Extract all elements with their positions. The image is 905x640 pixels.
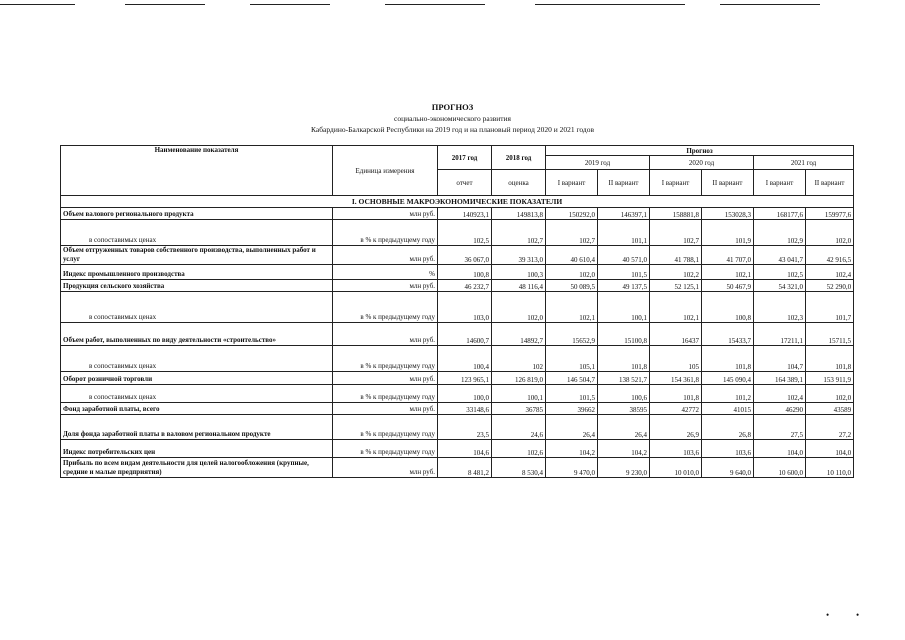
row-unit: млн руб. (333, 280, 438, 292)
row-value: 102,4 (754, 385, 806, 403)
row-value: 100,1 (492, 385, 546, 403)
header-unit: Единица измерения (333, 146, 438, 196)
row-value: 145 090,4 (702, 372, 754, 385)
row-name: Продукция сельского хозяйства (61, 280, 333, 292)
row-value: 146397,1 (598, 208, 650, 220)
row-value: 154 361,8 (650, 372, 702, 385)
scan-mark: • (856, 610, 860, 620)
row-unit: млн руб. (333, 372, 438, 385)
row-unit: в % к предыдущему году (333, 385, 438, 403)
row-value: 149813,8 (492, 208, 546, 220)
row-value: 10 110,0 (806, 458, 854, 478)
row-value: 50 089,5 (546, 280, 598, 292)
row-value: 38595 (598, 403, 650, 415)
table-row (61, 415, 854, 440)
row-name: Индекс потребительских цен (61, 440, 333, 458)
row-unit: % (333, 265, 438, 280)
row-value: 101,8 (598, 346, 650, 372)
table-row (61, 385, 854, 403)
row-unit: в % к предыдущему году (333, 415, 438, 440)
header-variant: II вариант (702, 170, 754, 196)
row-value: 50 467,9 (702, 280, 754, 292)
header-year-2021: 2021 год (754, 156, 854, 170)
row-value: 100,1 (598, 292, 650, 323)
table-row (61, 246, 854, 265)
row-value: 40 571,0 (598, 246, 650, 265)
row-unit: млн руб. (333, 246, 438, 265)
forecast-table (60, 145, 854, 478)
row-value: 100,8 (438, 265, 492, 280)
row-value: 104,7 (754, 346, 806, 372)
row-unit: в % к предыдущему году (333, 220, 438, 246)
table-row (61, 265, 854, 280)
row-value: 10 010,0 (650, 458, 702, 478)
row-value: 102,0 (806, 220, 854, 246)
row-value: 46 232,7 (438, 280, 492, 292)
row-value: 43589 (806, 403, 854, 415)
row-value: 8 481,2 (438, 458, 492, 478)
row-value: 102,9 (754, 220, 806, 246)
row-value: 14600,7 (438, 323, 492, 346)
row-value: 100,0 (438, 385, 492, 403)
row-unit: в % к предыдущему году (333, 440, 438, 458)
row-value: 100,6 (598, 385, 650, 403)
row-value: 9 640,0 (702, 458, 754, 478)
row-unit: млн руб. (333, 403, 438, 415)
row-value: 102,7 (546, 220, 598, 246)
row-value: 103,6 (650, 440, 702, 458)
row-value: 101,5 (598, 265, 650, 280)
header-variant: II вариант (806, 170, 854, 196)
row-value: 17211,1 (754, 323, 806, 346)
row-value: 15433,7 (702, 323, 754, 346)
row-value: 42 916,5 (806, 246, 854, 265)
row-name: Прибыль по всем видам деятельности для целей налогообложения (крупные, средние и малые предприятия) (61, 458, 333, 478)
header-forecast: Прогноз (546, 146, 854, 156)
document-title: ПРОГНОЗ (431, 102, 474, 112)
row-name: Фонд заработной платы, всего (61, 403, 333, 415)
row-unit: млн руб. (333, 458, 438, 478)
row-value: 15100,8 (598, 323, 650, 346)
table-body (61, 208, 854, 478)
row-value: 100,4 (438, 346, 492, 372)
table-row (61, 403, 854, 415)
scan-line (720, 4, 820, 5)
row-value: 10 600,0 (754, 458, 806, 478)
document-subtitle-region: Кабардино-Балкарской Республики на 2019 год и на плановый период 2020 и 2021 годов (310, 125, 595, 134)
row-value: 26,8 (702, 415, 754, 440)
row-value: 102,0 (492, 292, 546, 323)
row-value: 126 819,0 (492, 372, 546, 385)
header-year-2019: 2019 год (546, 156, 650, 170)
row-value: 153028,3 (702, 208, 754, 220)
row-value: 104,6 (438, 440, 492, 458)
row-value: 101,5 (546, 385, 598, 403)
row-value: 102,6 (492, 440, 546, 458)
table-row (61, 292, 854, 323)
row-value: 8 530,4 (492, 458, 546, 478)
row-value: 100,8 (702, 292, 754, 323)
row-value: 26,9 (650, 415, 702, 440)
row-value: 26,4 (598, 415, 650, 440)
row-value: 27,2 (806, 415, 854, 440)
scan-line (385, 4, 485, 5)
row-value: 41 707,0 (702, 246, 754, 265)
row-value: 9 470,0 (546, 458, 598, 478)
header-year-2020: 2020 год (650, 156, 754, 170)
row-name: в сопоставимых ценах (61, 346, 333, 372)
row-value: 102,3 (754, 292, 806, 323)
row-value: 43 041,7 (754, 246, 806, 265)
header-2018: 2018 год (492, 146, 546, 170)
header-variant: II вариант (598, 170, 650, 196)
row-value: 36 067,0 (438, 246, 492, 265)
row-value: 140923,1 (438, 208, 492, 220)
row-value: 101,9 (702, 220, 754, 246)
row-value: 52 125,1 (650, 280, 702, 292)
row-name: Объем отгруженных товаров собственного производства, выполненных работ и услуг (61, 246, 333, 265)
row-value: 14892,7 (492, 323, 546, 346)
row-value: 158881,8 (650, 208, 702, 220)
row-value: 102 (492, 346, 546, 372)
row-name: в сопоставимых ценах (61, 220, 333, 246)
table-row (61, 440, 854, 458)
row-value: 41015 (702, 403, 754, 415)
table-row (61, 280, 854, 292)
row-value: 159977,6 (806, 208, 854, 220)
table-row (61, 323, 854, 346)
section-title: I. ОСНОВНЫЕ МАКРОЭКОНОМИЧЕСКИЕ ПОКАЗАТЕЛИ (61, 196, 854, 208)
row-value: 49 137,5 (598, 280, 650, 292)
row-value: 42772 (650, 403, 702, 415)
row-value: 15711,5 (806, 323, 854, 346)
table-row (61, 208, 854, 220)
row-name: Индекс промышленного производства (61, 265, 333, 280)
table-row (61, 372, 854, 385)
scan-mark: • (826, 610, 830, 620)
row-unit: в % к предыдущему году (333, 346, 438, 372)
row-name: Объем работ, выполненных по виду деятельности «строительство» (61, 323, 333, 346)
header-sub-2017: отчет (438, 170, 492, 196)
row-value: 52 290,0 (806, 280, 854, 292)
scan-line (0, 4, 75, 5)
document-subtitle: социально-экономического развития (393, 114, 512, 123)
row-value: 48 116,4 (492, 280, 546, 292)
header-2017: 2017 год (438, 146, 492, 170)
row-value: 164 389,1 (754, 372, 806, 385)
row-value: 104,0 (754, 440, 806, 458)
row-value: 26,4 (546, 415, 598, 440)
row-value: 101,8 (650, 385, 702, 403)
row-name: в сопоставимых ценах (61, 292, 333, 323)
header-variant: I вариант (754, 170, 806, 196)
table-row (61, 346, 854, 372)
row-value: 104,2 (598, 440, 650, 458)
row-value: 23,5 (438, 415, 492, 440)
row-value: 104,2 (546, 440, 598, 458)
row-value: 101,1 (598, 220, 650, 246)
row-value: 102,4 (806, 265, 854, 280)
row-value: 33148,6 (438, 403, 492, 415)
header-variant: I вариант (546, 170, 598, 196)
row-value: 41 788,1 (650, 246, 702, 265)
row-value: 24,6 (492, 415, 546, 440)
scan-line (535, 4, 685, 5)
row-value: 101,7 (806, 292, 854, 323)
row-name: Доля фонда заработной платы в валовом региональном продукте (61, 415, 333, 440)
header-name: Наименование показателя (61, 146, 333, 196)
row-value: 105 (650, 346, 702, 372)
row-value: 36785 (492, 403, 546, 415)
table-row (61, 458, 854, 478)
table-row (61, 220, 854, 246)
row-value: 105,1 (546, 346, 598, 372)
row-value: 103,6 (702, 440, 754, 458)
row-value: 102,7 (492, 220, 546, 246)
row-value: 150292,0 (546, 208, 598, 220)
row-name: в сопоставимых ценах (61, 385, 333, 403)
table-head (61, 146, 854, 208)
row-value: 46290 (754, 403, 806, 415)
row-value: 15652,9 (546, 323, 598, 346)
row-value: 102,0 (806, 385, 854, 403)
row-value: 39 313,0 (492, 246, 546, 265)
row-unit: млн руб. (333, 208, 438, 220)
row-value: 39662 (546, 403, 598, 415)
row-value: 102,0 (546, 265, 598, 280)
scan-line (250, 4, 330, 5)
row-value: 102,5 (438, 220, 492, 246)
scan-line (125, 4, 205, 5)
row-value: 168177,6 (754, 208, 806, 220)
row-name: Оборот розничной торговли (61, 372, 333, 385)
row-value: 102,2 (650, 265, 702, 280)
header-sub-2018: оценка (492, 170, 546, 196)
row-value: 102,1 (546, 292, 598, 323)
row-value: 101,8 (806, 346, 854, 372)
row-value: 103,0 (438, 292, 492, 323)
row-value: 146 504,7 (546, 372, 598, 385)
row-value: 9 230,0 (598, 458, 650, 478)
row-value: 102,1 (650, 292, 702, 323)
row-value: 27,5 (754, 415, 806, 440)
row-value: 102,1 (702, 265, 754, 280)
row-unit: млн руб. (333, 323, 438, 346)
row-name: Объем валового регионального продукта (61, 208, 333, 220)
row-value: 153 911,9 (806, 372, 854, 385)
row-value: 102,7 (650, 220, 702, 246)
row-value: 101,8 (702, 346, 754, 372)
row-value: 16437 (650, 323, 702, 346)
row-unit: в % к предыдущему году (333, 292, 438, 323)
row-value: 54 321,0 (754, 280, 806, 292)
row-value: 104,0 (806, 440, 854, 458)
row-value: 101,2 (702, 385, 754, 403)
row-value: 102,5 (754, 265, 806, 280)
row-value: 123 965,1 (438, 372, 492, 385)
row-value: 100,3 (492, 265, 546, 280)
header-variant: I вариант (650, 170, 702, 196)
row-value: 138 521,7 (598, 372, 650, 385)
row-value: 40 610,4 (546, 246, 598, 265)
